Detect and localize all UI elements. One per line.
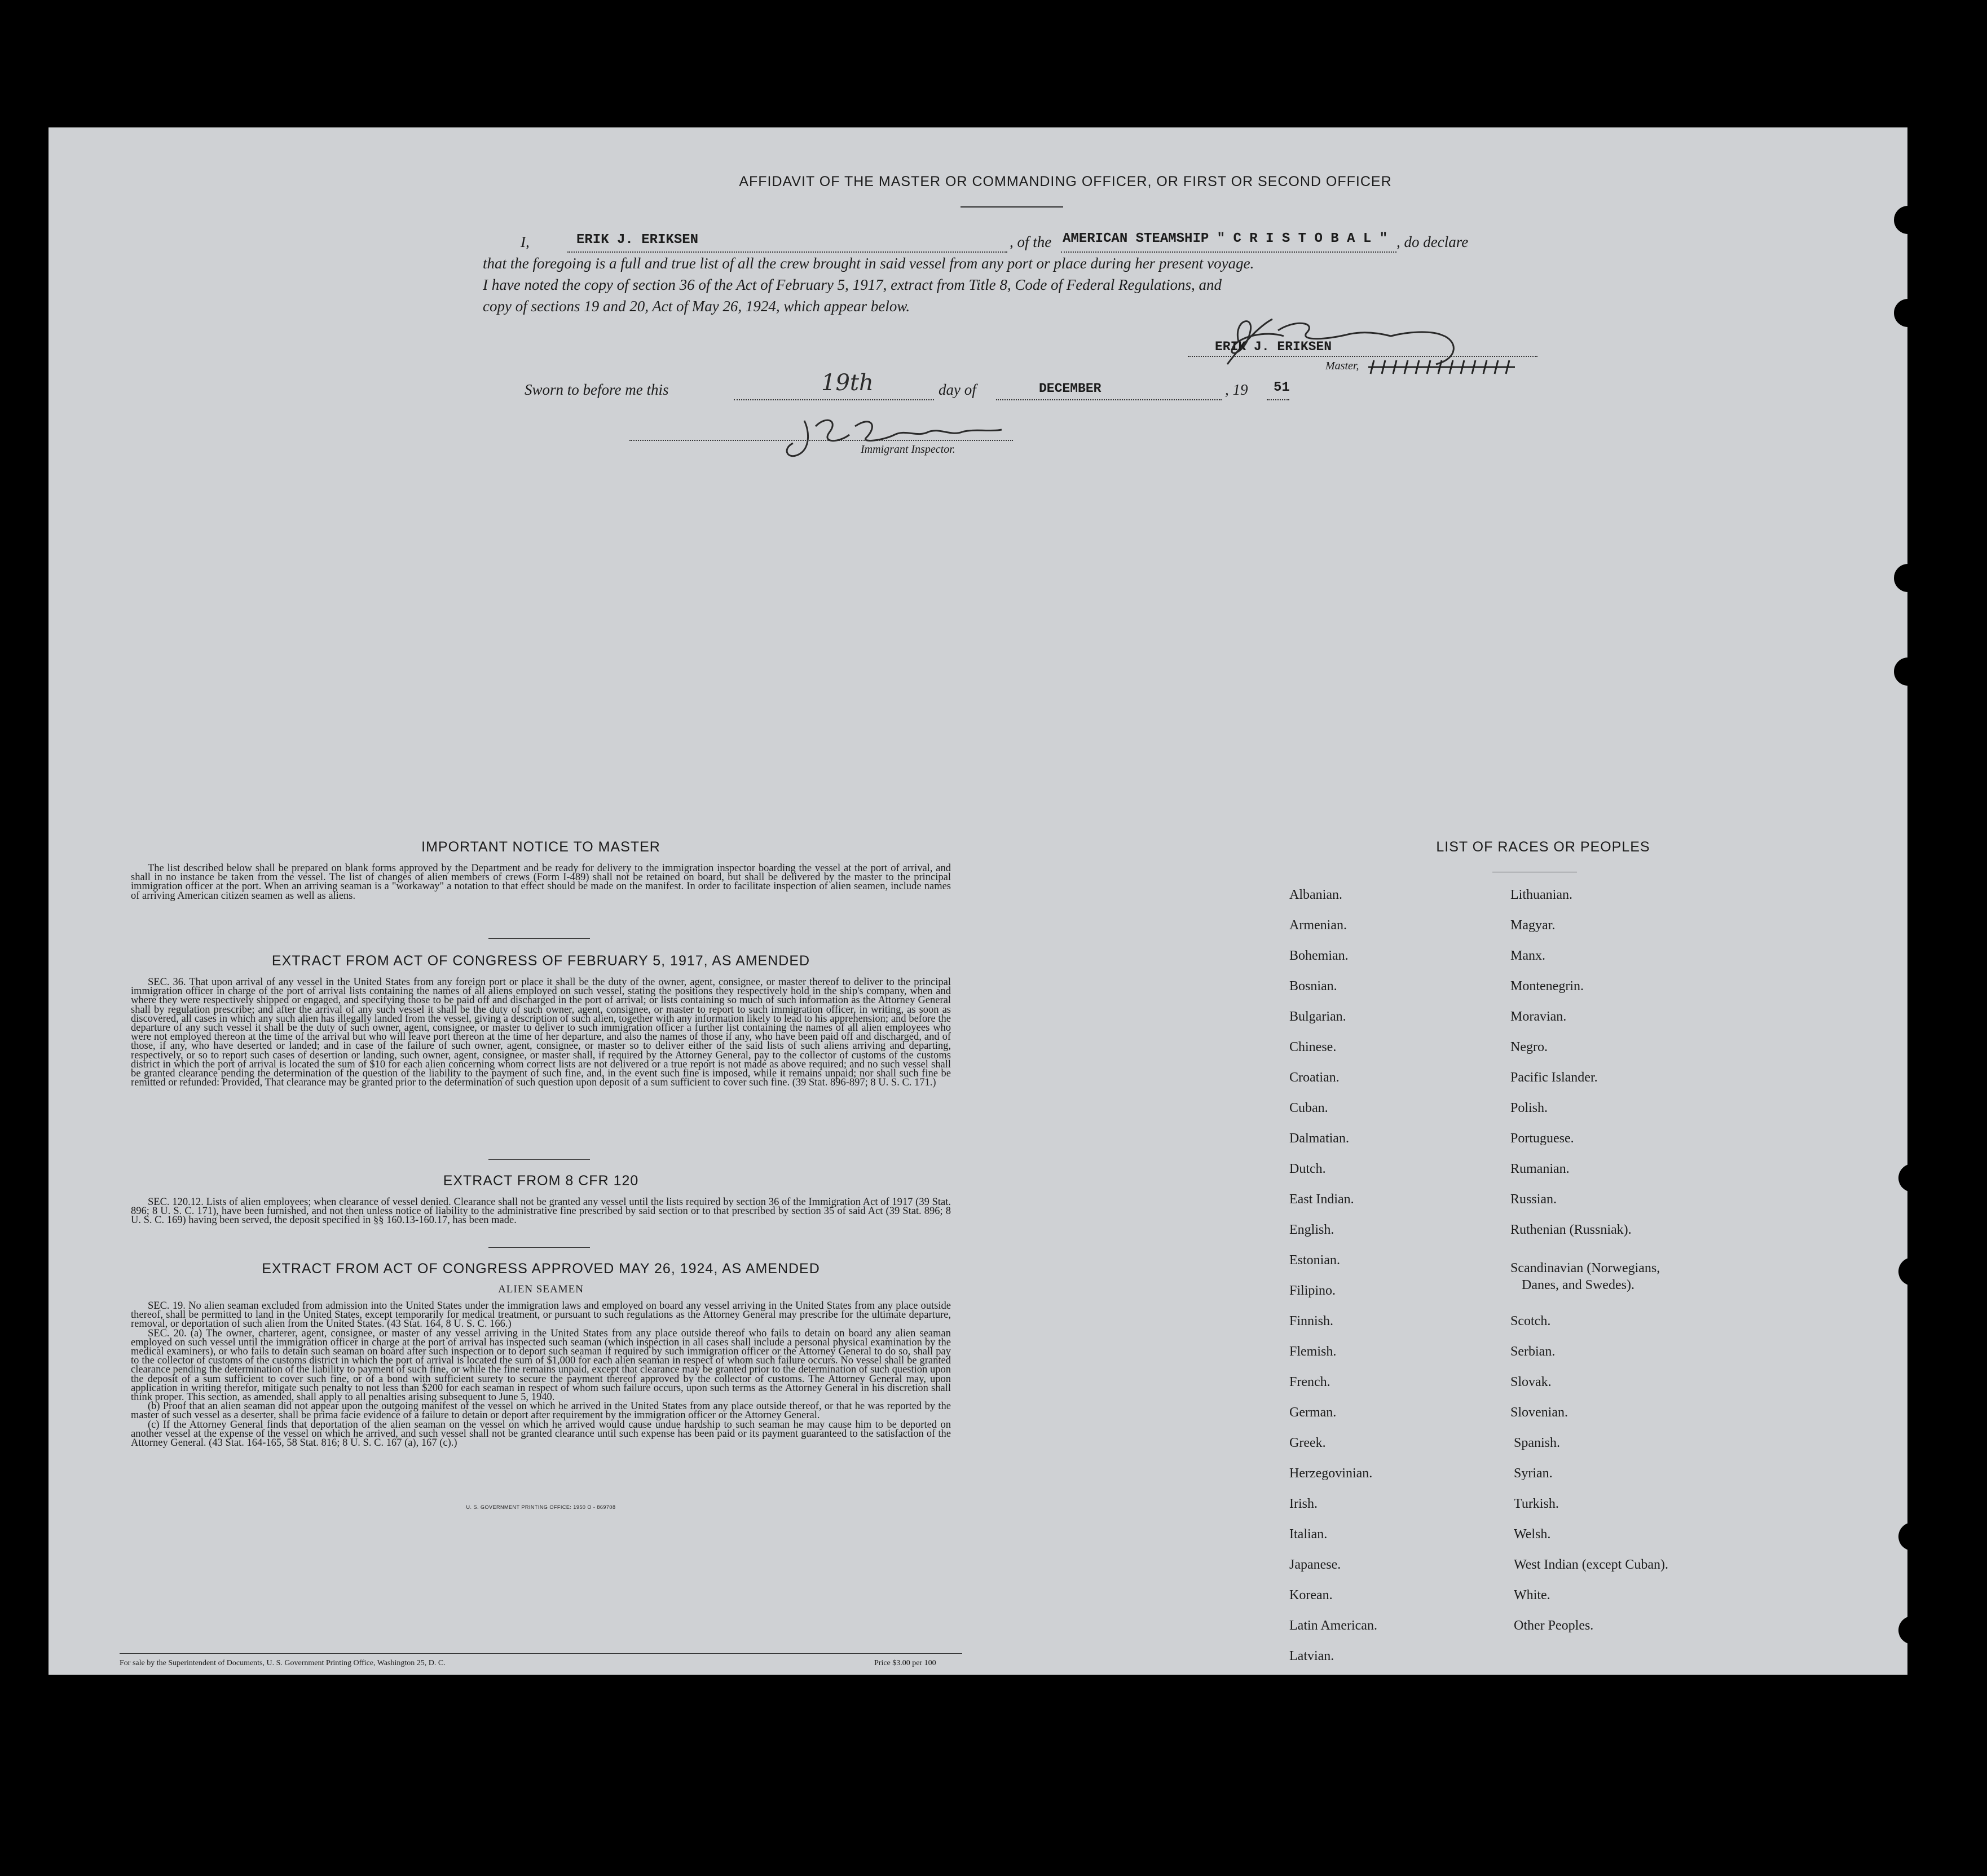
affidavit-prefix: I,	[521, 233, 530, 250]
punch-hole	[1894, 564, 1922, 592]
race-item: Manx.	[1510, 948, 1545, 963]
notice-text	[131, 864, 951, 901]
year-line	[1267, 399, 1289, 400]
race-item: German.	[1289, 1405, 1337, 1420]
punch-hole	[1894, 657, 1922, 686]
race-item: English.	[1289, 1222, 1334, 1237]
race-item: Montenegrin.	[1510, 979, 1584, 994]
extract-8cfr-body: SEC. 120.12. Lists of alien employees; when clearance of vessel denied. Clearance shall not be granted any vessel until the lists required by section 36 of the Immigration Act of 1917 (39 Stat. 896; 8 U. S. C. 171), have been furnished, and not then unless notice of liability to the administrative fine prescribed by said section or to that prescribed by section 35 of said Act (39 Stat. 896; 8 U. S. C. 169) having been served, the deposit specified in §§ 160.13-160.17, has been made.	[131, 1197, 951, 1226]
extract-8cfr-text	[131, 1198, 951, 1225]
affidavit-line-4: copy of sections 19 and 20, Act of May 26, 1924, which appear below.	[483, 298, 910, 315]
price-note: Price $3.00 per 100	[874, 1659, 936, 1667]
race-item: Dutch.	[1289, 1162, 1326, 1176]
punch-hole	[1898, 1616, 1927, 1644]
race-item: Welsh.	[1514, 1527, 1551, 1542]
race-item: Pacific Islander.	[1510, 1070, 1598, 1085]
sec-20a-body: SEC. 20. (a) The owner, charterer, agent, consignee, or master of any vessel arriving in the United States from any place outside thereof who fails to detain on board any alien seaman employed on such vessel until the immigration officer in charge at the port of arrival has inspected such seaman (which inspection in all cases shall include a personal physical examination by the medical examiners), or who fails to detain such seaman on board after such inspection or to deport such seaman if required by such immigration officer or the Attorney General to do so, shall pay to the collector of customs of the customs district in which the port of arrival is located the sum of $1,000 for each alien seaman in respect of whom such failure occurs. No vessel shall be granted clearance pending the determination of the liability to payment of such fine, or while the fine remains unpaid, except that clearance may be granted prior to the determination of such question upon the deposit of a sum sufficient to cover such fine, or of a bond with sufficient surety to secure the payment thereof approved by the collector of customs. The Attorney General may, upon application in writing therefor, mitigate such penalty to not less than $200 for each seaman in respect of whom such failure occurs, upon such terms as the Attorney General in his discretion shall think proper. This section, as amended, shall apply to all penalties arising subsequent to June 5, 1940.	[131, 1327, 951, 1403]
race-item: East Indian.	[1289, 1192, 1354, 1207]
extract-1917-heading: EXTRACT FROM ACT OF CONGRESS OF FEBRUARY 5, 1917, AS AMENDED	[271, 953, 810, 969]
affidavit-line-2: that the foregoing is a full and true list of all the crew brought in said vessel from any port or place during her present voyage.	[483, 255, 1254, 272]
race-item: Polish.	[1510, 1101, 1548, 1115]
race-item: Danes, and Swedes).	[1522, 1278, 1634, 1292]
race-item: Turkish.	[1514, 1497, 1559, 1511]
of-the-label: , of the	[1010, 233, 1052, 250]
footer-rule	[120, 1653, 962, 1654]
race-item: Armenian.	[1289, 918, 1347, 933]
race-item: Croatian.	[1289, 1070, 1340, 1085]
sworn-label: Sworn to before me this	[525, 381, 669, 398]
extract-1917-body: SEC. 36. That upon arrival of any vessel in the United States from any foreign port or place it shall be the duty of the owner, agent, consignee, or master thereof to deliver to the principal immigration officer in charge of the port of arrival lists containing the names of all aliens employed on such vessel, stating the positions they respectively hold in the ship's company, when and where they were respectively shipped or engaged, and specifying those to be paid off and discharged in the port of arrival; or lists containing so much of such information as the Attorney General shall by regulation prescribe; and after the arrival of any such vessel it shall be the duty of such owner, agent, consignee, or master to report to such immigration officer, in writing, as soon as discovered, all cases in which any such alien has illegally landed from the vessel, giving a description of such alien, together with any information likely to lead to his apprehension; and before the departure of any such vessel it shall be the duty of such owner, agent, consignee, or master to deliver to such immigration officer a further list containing the names of all alien employees who were not employed thereon at the time of the arrival but who will leave port thereon at the time of her departure, and also the names of those if any, who have been paid off and discharged, and of those, if any, who have deserted or landed; and in case of the failure of such owner, agent, consignee, or master so to deliver either of the said lists of such aliens arriving and departing, respectively, or so to report such cases of desertion or landing, such owner, agent, consignee, or master shall, if required by the Attorney General, pay to the collector of customs of the customs district in which the port of arrival is located the sum of $10 for each alien concerning whom correct lists are not delivered or a true report is not made as above required; and no such vessel shall be granted clearance pending the determination of the question of the liability to the payment of such fine, and, in the event such fine is imposed, while it remains unpaid; nor shall such fine be remitted or refunded: Provided, That clearance may be granted prior to the determination of such question upon deposit of a sum sufficient to cover such fine. (39 Stat. 896-897; 8 U. S. C. 171.)	[131, 977, 951, 1089]
race-item: Other Peoples.	[1514, 1618, 1594, 1633]
punch-hole	[1898, 1164, 1927, 1192]
month-line	[996, 399, 1222, 400]
race-item: Chinese.	[1289, 1040, 1337, 1054]
extract-8cfr-rule	[488, 1247, 590, 1248]
vessel-name: AMERICAN STEAMSHIP " C R I S T O B A L "	[1063, 231, 1388, 246]
declare-label: , do declare	[1396, 233, 1469, 250]
master-label: Master,	[1325, 360, 1359, 372]
punch-hole	[1898, 1522, 1927, 1551]
year-prefix: , 19	[1225, 381, 1248, 398]
race-item: Albanian.	[1289, 888, 1342, 902]
name-line	[567, 251, 1007, 253]
extract-1917-text	[131, 978, 951, 1087]
sale-note: For sale by the Superintendent of Documents, U. S. Government Printing Office, Washington 25, D. C.	[120, 1659, 446, 1667]
race-item: Japanese.	[1289, 1557, 1341, 1572]
race-item: Latvian.	[1289, 1649, 1334, 1663]
race-item: Greek.	[1289, 1436, 1326, 1450]
punch-hole	[1898, 1257, 1927, 1286]
inspector-signature	[776, 409, 1013, 466]
master-title-crossout	[1368, 356, 1521, 376]
races-heading: LIST OF RACES OR PEOPLES	[1436, 839, 1650, 855]
extract-1924-text	[131, 1301, 951, 1447]
race-item: Bulgarian.	[1289, 1009, 1346, 1024]
form-page	[49, 127, 1907, 1675]
race-item: Lithuanian.	[1510, 888, 1572, 902]
race-item: Magyar.	[1510, 918, 1556, 933]
race-item: Serbian.	[1510, 1344, 1556, 1359]
race-item: Herzegovinian.	[1289, 1466, 1373, 1481]
sec-19-body: SEC. 19. No alien seaman excluded from admission into the United States under the immigration laws and employed on board any vessel arriving in the United States from any place outside thereof, shall be permitted to land in the United States, except temporarily for medical treatment, or pursuant to such regulations as the Attorney General may prescribe for the ultimate departure, removal, or deportation of such alien from the United States. (43 Stat. 164, 8 U. S. C. 166.)	[131, 1300, 951, 1330]
inspector-label: Immigrant Inspector.	[861, 443, 955, 456]
race-item: French.	[1289, 1375, 1330, 1389]
race-item: Bohemian.	[1289, 948, 1349, 963]
race-item: Scotch.	[1510, 1314, 1551, 1328]
extract-1924-heading: EXTRACT FROM ACT OF CONGRESS APPROVED MAY 26, 1924, AS AMENDED	[262, 1261, 820, 1277]
race-item: West Indian (except Cuban).	[1514, 1557, 1668, 1572]
race-item: Cuban.	[1289, 1101, 1328, 1115]
extract-1917-rule	[488, 1159, 590, 1160]
heading-rule	[961, 206, 1063, 208]
day-value: 19th	[821, 370, 874, 396]
race-item: Italian.	[1289, 1527, 1328, 1542]
master-name: ERIK J. ERIKSEN	[576, 232, 699, 248]
day-line	[734, 399, 934, 400]
month-value: DECEMBER	[1039, 381, 1102, 396]
alien-seamen-subheading: ALIEN SEAMEN	[498, 1283, 584, 1295]
race-item: Bosnian.	[1289, 979, 1337, 994]
affidavit-line-3: I have noted the copy of section 36 of the Act of February 5, 1917, extract from Title 8, Code of Federal Regulations, and	[483, 276, 1222, 293]
printing-office-note: U. S. GOVERNMENT PRINTING OFFICE: 1950 O - 869708	[466, 1504, 616, 1510]
race-item: Estonian.	[1289, 1253, 1340, 1268]
typed-master-name: ERIK J. ERIKSEN	[1215, 339, 1332, 354]
race-item: Ruthenian (Russniak).	[1510, 1222, 1632, 1237]
vessel-line	[1061, 251, 1396, 253]
race-item: Slovenian.	[1510, 1405, 1568, 1420]
race-item: White.	[1514, 1588, 1550, 1603]
race-item: Scandinavian (Norwegians,	[1510, 1261, 1660, 1275]
race-item: Finnish.	[1289, 1314, 1334, 1328]
punch-hole	[1894, 299, 1922, 327]
day-label: day of	[939, 381, 976, 398]
notice-rule	[488, 938, 590, 939]
affidavit-heading: AFFIDAVIT OF THE MASTER OR COMMANDING OFFICER, OR FIRST OR SECOND OFFICER	[739, 174, 1392, 189]
race-item: Flemish.	[1289, 1344, 1337, 1359]
extract-8cfr-heading: EXTRACT FROM 8 CFR 120	[443, 1173, 639, 1189]
year-value: 51	[1274, 380, 1290, 395]
race-item: Irish.	[1289, 1497, 1318, 1511]
race-item: Korean.	[1289, 1588, 1333, 1603]
race-item: Latin American.	[1289, 1618, 1377, 1633]
race-item: Syrian.	[1514, 1466, 1553, 1481]
race-item: Slovak.	[1510, 1375, 1552, 1389]
race-item: Dalmatian.	[1289, 1131, 1349, 1146]
race-item: Filipino.	[1289, 1283, 1336, 1298]
sec-20c-body: (c) If the Attorney General finds that deportation of the alien seaman on the vessel on which he arrived would cause undue hardship to such seaman he may cause him to be deported on another vessel at the expense of the vessel on which he arrived, and such vessel shall not be granted clearance until such expense has been paid or its payment guaranteed to the satisfaction of the Attorney General. (43 Stat. 164-165, 58 Stat. 816; 8 U. S. C. 167 (a), 167 (c).)	[131, 1419, 951, 1449]
sec-20b-body: (b) Proof that an alien seaman did not appear upon the outgoing manifest of the vessel on which he arrived in the United States from any place outside thereof, or that he was reported by the master of such vessel as a deserter, shall be prima facie evidence of a failure to detain or deport after requirement by the immigration officer or the Attorney General.	[131, 1401, 951, 1422]
inspector-line	[629, 440, 1013, 441]
race-item: Spanish.	[1514, 1436, 1561, 1450]
race-item: Moravian.	[1510, 1009, 1567, 1024]
notice-heading: IMPORTANT NOTICE TO MASTER	[421, 839, 660, 855]
race-item: Negro.	[1510, 1040, 1548, 1054]
race-item: Portuguese.	[1510, 1131, 1574, 1146]
punch-hole	[1894, 206, 1922, 234]
race-item: Rumanian.	[1510, 1162, 1570, 1176]
race-item: Russian.	[1510, 1192, 1557, 1207]
notice-body: The list described below shall be prepared on blank forms approved by the Department and be ready for delivery to the immigration inspector boarding the vessel at the port of arrival, and shall in no instance be taken from the vessel. The list of changes of alien members of crews (Form I-489) shall not be retained on board, but shall be delivered by the master to the principal immigration officer at the port. When an arriving seaman is a "workaway" a notation to that effect should be made on the manifest. In order to facilitate inspection of alien seamen, include names of arriving American citizen seamen as well as aliens.	[131, 863, 951, 902]
